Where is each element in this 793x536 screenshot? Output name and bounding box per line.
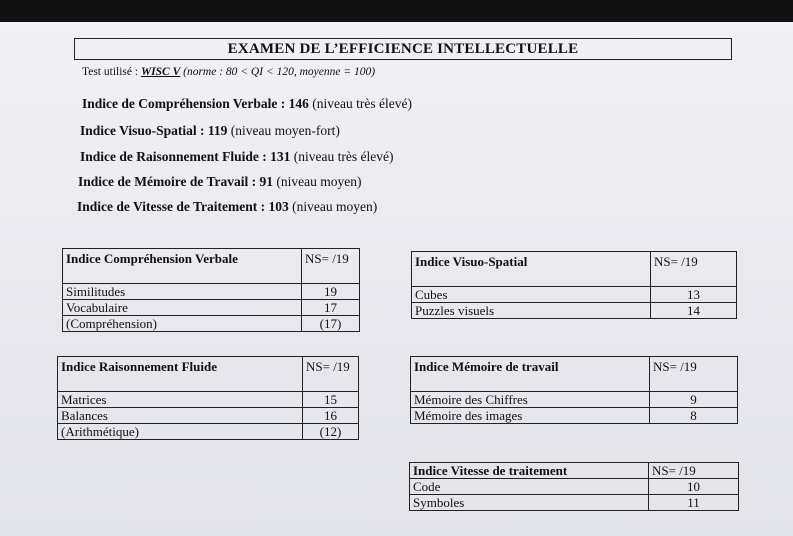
table-ivt (409, 462, 739, 511)
subtest-name: Matrices (58, 392, 303, 408)
table-title: Indice Compréhension Verbale (63, 249, 302, 284)
subtest-score: 8 (650, 408, 738, 424)
index-line-imt (78, 174, 361, 190)
subtest-score: 14 (651, 303, 737, 319)
index-value: 131 (270, 149, 291, 164)
subtest-name: Puzzles visuels (412, 303, 651, 319)
index-label: Indice de Mémoire de Travail : (78, 174, 260, 189)
table-row (412, 287, 737, 303)
table-row (411, 392, 738, 408)
index-level: (niveau moyen-fort) (227, 123, 340, 138)
subtest-score: (17) (302, 316, 360, 332)
document-title: EXAMEN DE L’EFFICIENCE INTELLECTUELLE (74, 38, 732, 60)
subtest-score: 10 (649, 479, 739, 495)
subtest-score: 9 (650, 392, 738, 408)
index-value: 91 (259, 174, 273, 189)
table-icv (62, 248, 360, 332)
top-dark-band (0, 0, 793, 22)
test-used-line (82, 66, 375, 78)
ns-header: NS= /19 (650, 357, 738, 392)
table-ivs (411, 251, 737, 319)
table-title: Indice Vitesse de traitement (410, 463, 649, 479)
subtest-score: 11 (649, 495, 739, 511)
subtest-score: 13 (651, 287, 737, 303)
table-imt (410, 356, 738, 424)
ns-header: NS= /19 (303, 357, 359, 392)
index-value: 119 (207, 123, 228, 138)
subtest-name: Code (410, 479, 649, 495)
subtest-score: (12) (303, 424, 359, 440)
subtest-name: (Arithmétique) (58, 424, 303, 440)
table-row (410, 479, 739, 495)
index-value: 103 (268, 199, 289, 214)
table-row (63, 284, 360, 300)
subtest-name: Cubes (412, 287, 651, 303)
ns-header: NS= /19 (302, 249, 360, 284)
index-line-irf (80, 149, 393, 165)
index-level: (niveau très élevé) (290, 149, 394, 164)
subtest-name: Similitudes (63, 284, 302, 300)
table-row (63, 316, 360, 332)
test-name: WISC V (140, 66, 181, 78)
table-irf (57, 356, 359, 440)
index-value: 146 (288, 96, 309, 111)
table-row (411, 408, 738, 424)
index-label: Indice Visuo-Spatial : (80, 123, 208, 138)
table-title: Indice Mémoire de travail (411, 357, 650, 392)
ns-header: NS= /19 (651, 252, 737, 287)
index-level: (niveau moyen) (288, 199, 378, 214)
table-row (63, 300, 360, 316)
subtest-name: (Compréhension) (63, 316, 302, 332)
table-row (58, 392, 359, 408)
table-row (410, 495, 739, 511)
subtest-name: Balances (58, 408, 303, 424)
ns-header: NS= /19 (649, 463, 739, 479)
index-line-ivt (77, 199, 377, 215)
index-label: Indice de Compréhension Verbale : (82, 96, 289, 111)
table-row (412, 303, 737, 319)
table-title: Indice Visuo-Spatial (412, 252, 651, 287)
subtest-name: Mémoire des Chiffres (411, 392, 650, 408)
test-norm: (norme : 80 < QI < 120, moyenne = 100) (180, 66, 376, 78)
index-label: Indice de Raisonnement Fluide : (80, 149, 271, 164)
subtest-score: 17 (302, 300, 360, 316)
subtest-name: Vocabulaire (63, 300, 302, 316)
subtest-name: Mémoire des images (411, 408, 650, 424)
subtest-score: 15 (303, 392, 359, 408)
index-level: (niveau très élevé) (308, 96, 412, 111)
table-row (58, 424, 359, 440)
test-prefix: Test utilisé : (82, 66, 141, 78)
subtest-score: 16 (303, 408, 359, 424)
index-level: (niveau moyen) (272, 174, 362, 189)
index-line-ivs (80, 123, 340, 139)
subtest-name: Symboles (410, 495, 649, 511)
subtest-score: 19 (302, 284, 360, 300)
index-line-icv (82, 96, 412, 112)
table-title: Indice Raisonnement Fluide (58, 357, 303, 392)
index-label: Indice de Vitesse de Traitement : (77, 199, 269, 214)
table-row (58, 408, 359, 424)
